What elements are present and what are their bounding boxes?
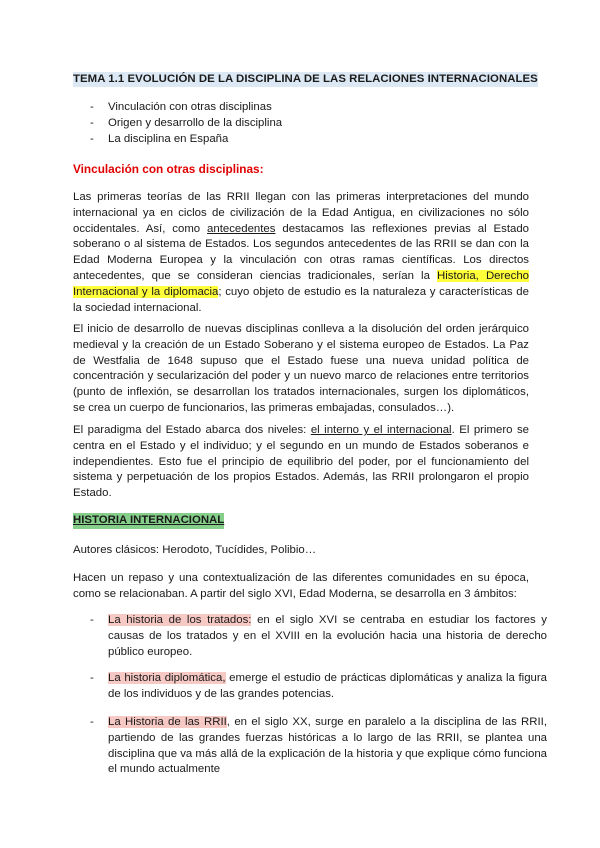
page-title: TEMA 1.1 EVOLUCIÓN DE LA DISCIPLINA DE LAS RELACIONES INTERNACIONALES (73, 73, 538, 85)
list-item: - La Historia de las RRII, en el siglo XX, surge en paralelo a la disciplina de las RRII, partiendo de las grandes fuerzas históricas a lo largo de las RRII, se plantea una disciplina que va más allá de la explicación de la historia y que explique cómo funciona el mundo actualmente (90, 716, 547, 776)
section-heading-vinculacion: Vinculación con otras disciplinas: (73, 162, 264, 176)
underlined-term: antecedentes (207, 222, 276, 235)
paragraph-primeras-teorias: Las primeras teorías de las RRII llegan con las primeras interpretaciones del mundo internacional ya en ciclos de civilización de la Edad Antigua, en civilizaciones no sólo occidentales. Así, como antecedentes destacamos las reflexiones previas al Estado soberano o al sistema de Estados. Los segundos antecedentes de las RRII se dan con la Edad Moderna Europea y la vinculación con otras ramas científicas. Los directos antecedentes, que se consideran ciencias tradicionales, serían la Historia, Derecho Internacional y la diplomacia; cuyo objeto de estudio es la naturaleza y características de la sociedad internacional. (73, 191, 529, 314)
section-heading-historia-internacional: HISTORIA INTERNACIONAL (73, 513, 224, 529)
paragraph-intro-ambitos: Hacen un repaso y una contextualización de las diferentes comunidades en su época, como se relacionaban. A partir del siglo XVI, Edad Moderna, se desarrolla en 3 ámbitos: (73, 572, 529, 600)
list-bullet: - (90, 672, 94, 684)
toc-item: - La disciplina en España (90, 132, 282, 148)
paragraph-paradigma-estado: El paradigma del Estado abarca dos niveles: el interno y el internacional. El primero se centra en el Estado y el individuo; y el segundo en un mundo de Estados soberanos e independientes. Esto fue el principio de equilibrio del poder, por el funcionamiento del sistema y perpetuación de los propios Estados. Además, las RRII prolongaron el propio Estado. (73, 424, 529, 500)
highlighted-term: La historia diplomática, (108, 672, 226, 684)
list-item: - La historia de los tratados: en el siglo XVI se centraba en estudiar los factores y causas de los tratados y en el XVIII en la evolución hacia una historia de derecho público europeo. (90, 614, 547, 658)
paragraph-westfalia: El inicio de desarrollo de nuevas disciplinas conlleva a la disolución del orden jerárquico medieval y la creación de un Estado Soberano y el sistema europeo de Estados. La Paz de Westfalia de 1648 supuso que el Estado fuese una nueva unidad política de concentración y secularización del poder y un nuevo marco de relaciones entre territorios (punto de inflexión, se desarrollan los tratados internacionales, surgen los diplomáticos, se crea un cuerpo de funcionarios, las primeras embajadas, consulados…). (73, 323, 529, 414)
list-bullet: - (90, 614, 94, 626)
toc-item: - Origen y desarrollo de la disciplina (90, 116, 282, 132)
highlighted-term: La historia de los tratados: (108, 614, 252, 626)
underlined-term: el interno y el internacional (310, 424, 452, 436)
list-item: - La historia diplomática, emerge el estudio de prácticas diplomáticas y analiza la figura de los individuos y de las grandes potencias. (90, 672, 548, 700)
highlighted-term: Historia, Derecho Internacional y la diplomacia (73, 269, 529, 298)
highlighted-term: La Historia de las RRII (108, 716, 227, 728)
authors-line: Autores clásicos: Herodoto, Tucídides, Polibio… (73, 544, 317, 556)
toc-item: - Vinculación con otras disciplinas (90, 100, 282, 116)
table-of-contents (90, 100, 282, 147)
list-bullet: - (90, 716, 94, 728)
